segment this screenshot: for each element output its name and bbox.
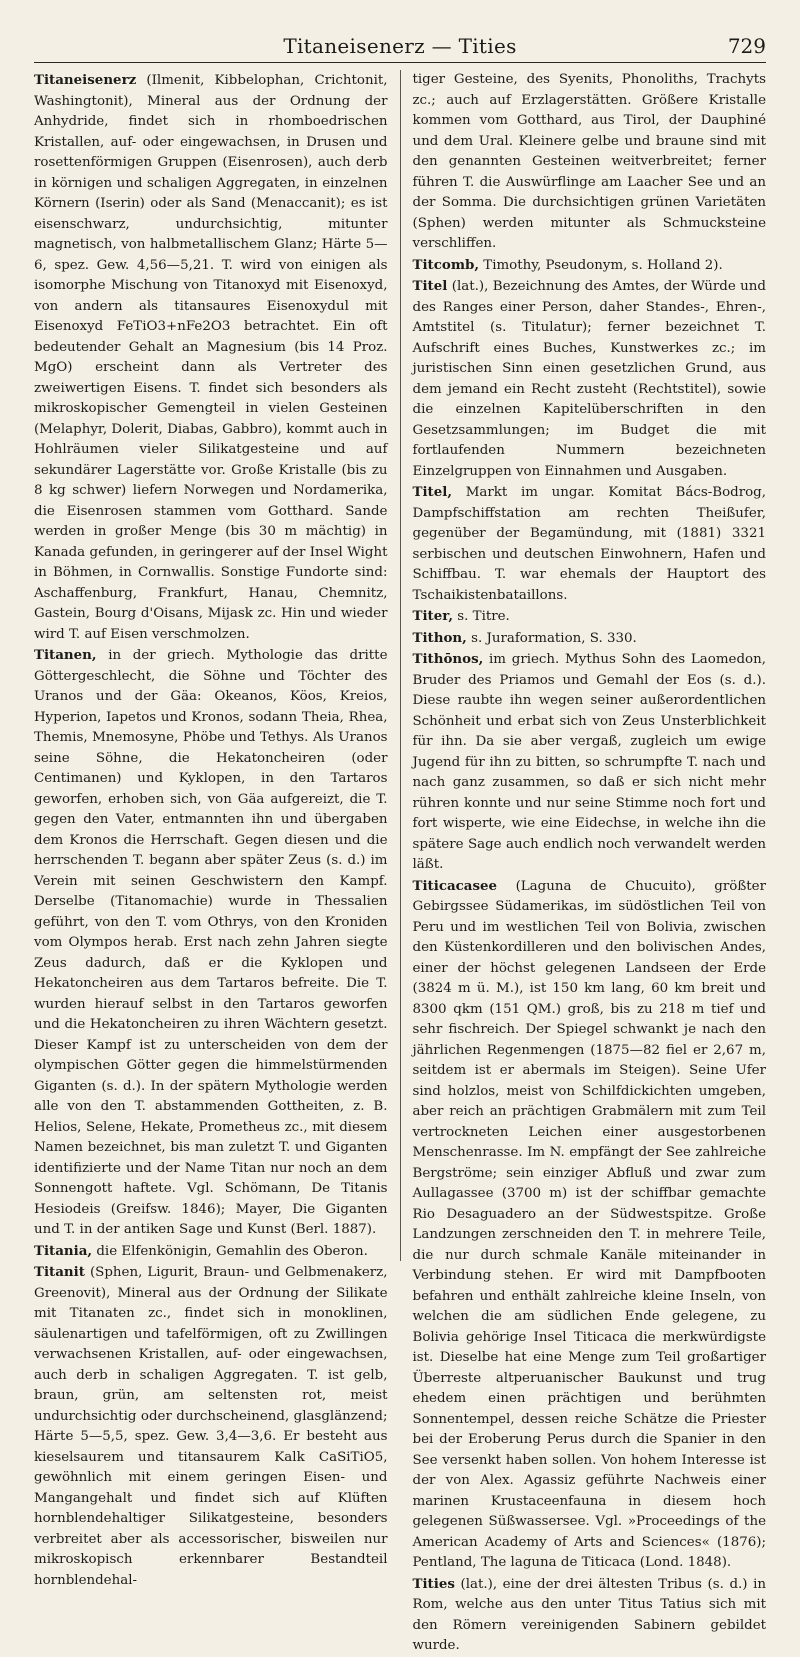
entry-headword: Titel, — [412, 484, 453, 500]
dictionary-entry — [413, 628, 767, 650]
entry-text: (lat.), eine der drei ältesten Tribus (s. d.) in Rom, welche aus den unter Titus Tatius sich mit den Römern vereinigenden Sabinern gebildet wurde. — [412, 1576, 766, 1653]
dictionary-entry — [413, 606, 767, 628]
dictionary-entry — [413, 876, 767, 1574]
entry-text: (Ilmenit, Kibbelophan, Crichtonit, Washingtonit), Mineral aus der Ordnung der Anhydride, findet sich in rhomboedrischen Kristallen, auf- oder eingewachsen, in Drusen und rosettenförmigen Gruppen (Eisenrosen), auch derb in körnigen und schaligen Aggregaten, in einzelnen Körnern (Iserin) oder als Sand (Menaccanit); es ist eisenschwarz, undurchsichtig, mitunter magnetisch, von halbmetallischem Glanz; Härte 5—6, spez. Gew. 4,56—5,21. T. wird von einigen als isomorphe Mischung von Titanoxyd mit Eisenoxyd, von andern als titansaures Eisenoxydul mit Eisenoxyd FeTiO3+nFe2O3 betrachtet. Ein oft bedeutender Gehalt an Magnesium (bis 14 Proz. MgO) erscheint dann als Vertreter des zweiwertigen Eisens. T. findet sich besonders als mikroskopischer Gemengteil in vielen Gesteinen (Melaphyr, Dolerit, Diabas, Gabbro), kommt auch in Hohlräumen vieler Silikatgesteine und auf sekundärer Lagerstätte vor. Große Kristalle (bis zu 8 kg schwer) liefern Norwegen und Nordamerika, die Eisenrosen stammen vom Gotthard. Sande werden in großer Menge (bis 30 m mächtig) in Kanada gefunden, in geringerer auf der Insel Wight in Böhmen, in Cornwallis. Sonstige Fundorte sind: Aschaffenburg, Frankfurt, Hanau, Chemnitz, Gastein, Bourg d'Oisans, Mijask zc. Hin und wieder wird T. auf Eisen verschmolzen. — [34, 73, 388, 642]
dictionary-entry — [34, 1241, 388, 1263]
dictionary-entry — [413, 649, 767, 876]
entry-text: (lat.), Bezeichnung des Amtes, der Würde und des Ranges einer Person, daher Standes-, Ehren-, Amtstitel (s. Titulatur); ferner bezeichnet T. Aufschrift eines Buches, Kunstwerkes zc.; im juristischen Sinn einen gesetzlichen Grund, aus dem jemand ein Recht zusteht (Rechtstitel), sowie die einzelnen Kapitelüberschriften in den Gesetzsammlungen; im Budget die mit fortlaufenden Nummern bezeichneten Einzelgruppen von Einnahmen und Ausgaben. — [412, 279, 766, 479]
entry-headword: Tithon, — [412, 629, 467, 646]
dictionary-entry — [413, 255, 767, 277]
entry-headword: Tities — [412, 1575, 455, 1592]
dictionary-entry — [413, 276, 767, 482]
dictionary-entry — [34, 70, 388, 645]
entry-text: in der griech. Mythologie das dritte Göttergeschlecht, die Söhne und Töchter des Uranos und der Gäa: Okeanos, Köos, Kreios, Hyperion, Iapetos und Kronos, sodann Theia, Rhea, Themis, Mnemosyne, Phöbe und Tethys. Als Uranos seine Söhne, die Hekatoncheiren (oder Centimanen) und Kyklopen, in den Tartaros geworfen, erhoben sich, von Gäa aufgereizt, die T. gegen den Vater, entmannten ihn und übergaben dem Kronos die Herrschaft. Gegen diesen und die herrschenden T. begann aber später Zeus (s. d.) im Verein mit seinen Geschwistern den Kampf. Derselbe (Titanomachie) wurde in Thessalien geführt, von den T. vom Othrys, von den Kroniden vom Olympos herab. Erst nach zehn Jahren siegte Zeus dadurch, daß er die Kyklopen und Hekatoncheiren aus dem Tartaros befreite. Die T. wurden hierauf selbst in den Tartaros geworfen und die Hekatoncheiren zu ihren Wächtern gesetzt. Dieser Kampf ist zu unterscheiden von dem der olympischen Götter gegen die himmelstürmenden Giganten (s. d.). In der spätern Mythologie werden alle von den T. abstammenden Gottheiten, z. B. Helios, Selene, Hekate, Prometheus zc., mit diesem Namen bezeichnet, bis man zuletzt T. und Giganten identifizierte und der Name Titan nur noch an dem Sonnengott haftete. Vgl. Schömann, De Titanis Hesiodeis (Greifsw. 1846); Mayer, Die Giganten und T. in der antiken Sage und Kunst (Berl. 1887). — [34, 648, 388, 1237]
entry-headword: Titanit — [34, 1264, 85, 1280]
dictionary-entry — [413, 70, 767, 255]
entry-text: (Sphen, Ligurit, Braun- und Gelbmenakerz, Greenovit), Mineral aus der Ordnung der Silikate mit Titanaten zc., findet sich in monoklinen, säulenartigen und tafelförmigen, oft zu Zwillingen verwachsenen Kristallen, auf- oder eingewachsen, auch derb in schaligen Aggregaten. T. ist gelb, braun, grün, am seltensten rot, meist undurchsichtig oder durchscheinend, glasglänzend; Härte 5—5,5, spez. Gew. 3,4—3,6. Er besteht aus kieselsaurem und titansaurem Kalk CaSiTiO5, gewöhnlich mit einem geringen Eisen- und Mangangehalt und findet sich auf Klüften hornblendehaltiger Silikatgesteine, besonders verbreitet aber als accessorischer, bisweilen nur mikroskopisch erkennbarer Bestandteil hornblendehal- — [34, 1265, 388, 1588]
dictionary-entry — [34, 1262, 388, 1591]
page-columns — [34, 70, 766, 1653]
entry-text: Timothy, Pseudonym, s. Holland 2). — [479, 257, 723, 273]
entry-headword: Titel — [412, 278, 448, 294]
entry-text: im griech. Mythus Sohn des Laomedon, Bruder des Priamos und Gemahl der Eos (s. d.). Diese raubte ihn wegen seiner außerordentlichen Schönheit und erbat sich von Zeus Unsterblichkeit für ihn. Da sie aber vergaß, zugleich um ewige Jugend für ihn zu bitten, so schrumpfte T. nach und nach ganz zusammen, so daß er sich nicht mehr rühren konnte und nur seine Stimme noch fort und fort wisperte, wie eine Eidechse, in welche ihn die spätere Sage auch endlich noch verwandelt werden läßt. — [412, 652, 766, 872]
dictionary-entry — [413, 1574, 767, 1657]
entry-text: s. Juraformation, S. 330. — [466, 630, 637, 646]
running-head: Titaneisenerz — Tities — [283, 34, 517, 58]
page-header — [34, 28, 766, 63]
right-column — [412, 70, 767, 1653]
entry-headword: Titaneisenerz — [34, 72, 137, 88]
entry-text: s. Titre. — [453, 609, 510, 624]
dictionary-entry — [413, 482, 767, 606]
entry-headword: Titcomb, — [412, 256, 480, 273]
entry-text: (Laguna de Chucuito), größter Gebirgssee Südamerikas, im südöstlichen Teil von Peru und im westlichen Teil von Bolivia, zwischen den Küstenkordilleren und den bolivischen Andes, einer der höchst gelegenen Landseen der Erde (3824 m ü. M.), ist 150 km lang, 60 km breit und 8300 qkm (151 QM.) groß, bis zu 218 m tief und sehr fischreich. Der Spiegel schwankt je nach den jährlichen Regenmengen (1875—82 fiel er 2,67 m, seitdem ist er abermals im Steigen). Seine Ufer sind holzlos, meist von Schilfdickichten umgeben, aber reich an prächtigen Grabmälern mit zum Teil vertrockneten Leichen einer ausgestorbenen Menschenrasse. Im N. empfängt der See zahlreiche Bergströme; sein einziger Abfluß und zwar zum Aullagassee (3700 m) ist der schiffbar gemachte Rio Desaguadero an der Südwestspitze. Große Landzungen zerschneiden den T. in mehrere Teile, die nur durch schmale Kanäle miteinander in Verbindung stehen. Er wird mit Dampfbooten befahren und enthält zahlreiche kleine Inseln, von welchen die am südlichen Ende gelegene, zu Bolivia gehörige Insel Titicaca die merkwürdigste ist. Dieselbe hat eine Menge zum Teil großartiger Überreste altperuanischer Baukunst und trug ehedem einen prächtigen und berühmten Sonnentempel, dessen reiche Schätze die Priester bei der Eroberung Perus durch die Spanier in den See versenkt haben sollen. Von hohem Interesse ist der von Alex. Agassiz geführte Nachweis einer marinen Krustaceenfauna in diesem hoch gelegenen Süßwassersee. Vgl. »Proceedings of the American Academy of Arts and Sciences« (1876); Pentland, The laguna de Titicaca (Lond. 1848). — [412, 878, 766, 1570]
entry-headword: Tithōnos, — [412, 651, 484, 667]
entry-headword: Titicacasee — [412, 877, 498, 894]
entry-headword: Titania, — [34, 1242, 93, 1259]
column-divider — [400, 70, 401, 1261]
left-column — [34, 70, 388, 1588]
page-number: 729 — [727, 34, 766, 58]
entry-text: die Elfenkönigin, Gemahlin des Oberon. — [92, 1243, 368, 1259]
entry-text: Markt im ungar. Komitat Bács-Bodrog, Dampfschiffstation am rechten Theißufer, gegenüber der Begamündung, mit (1881) 3321 serbischen und deutschen Einwohnern, Hafen und Schiffbau. T. war ehemals der Hauptort des Tschaikistenbataillons. — [412, 485, 766, 603]
dictionary-entry — [34, 645, 388, 1241]
entry-headword: Titer, — [412, 608, 453, 624]
entry-headword: Titanen, — [34, 647, 97, 663]
entry-text: tiger Gesteine, des Syenits, Phonoliths, Trachyts zc.; auch auf Erzlagerstätten. Größere Kristalle kommen vom Gotthard, aus Tirol, der Dauphiné und dem Ural. Kleinere gelbe und braune sind mit den genannten Gesteinen weitverbreitet; ferner führen T. die Auswürflinge am Laacher See und an der Somma. Die durchsichtigen grünen Varietäten (Sphen) werden mitunter als Schmucksteine verschliffen. — [412, 72, 766, 251]
